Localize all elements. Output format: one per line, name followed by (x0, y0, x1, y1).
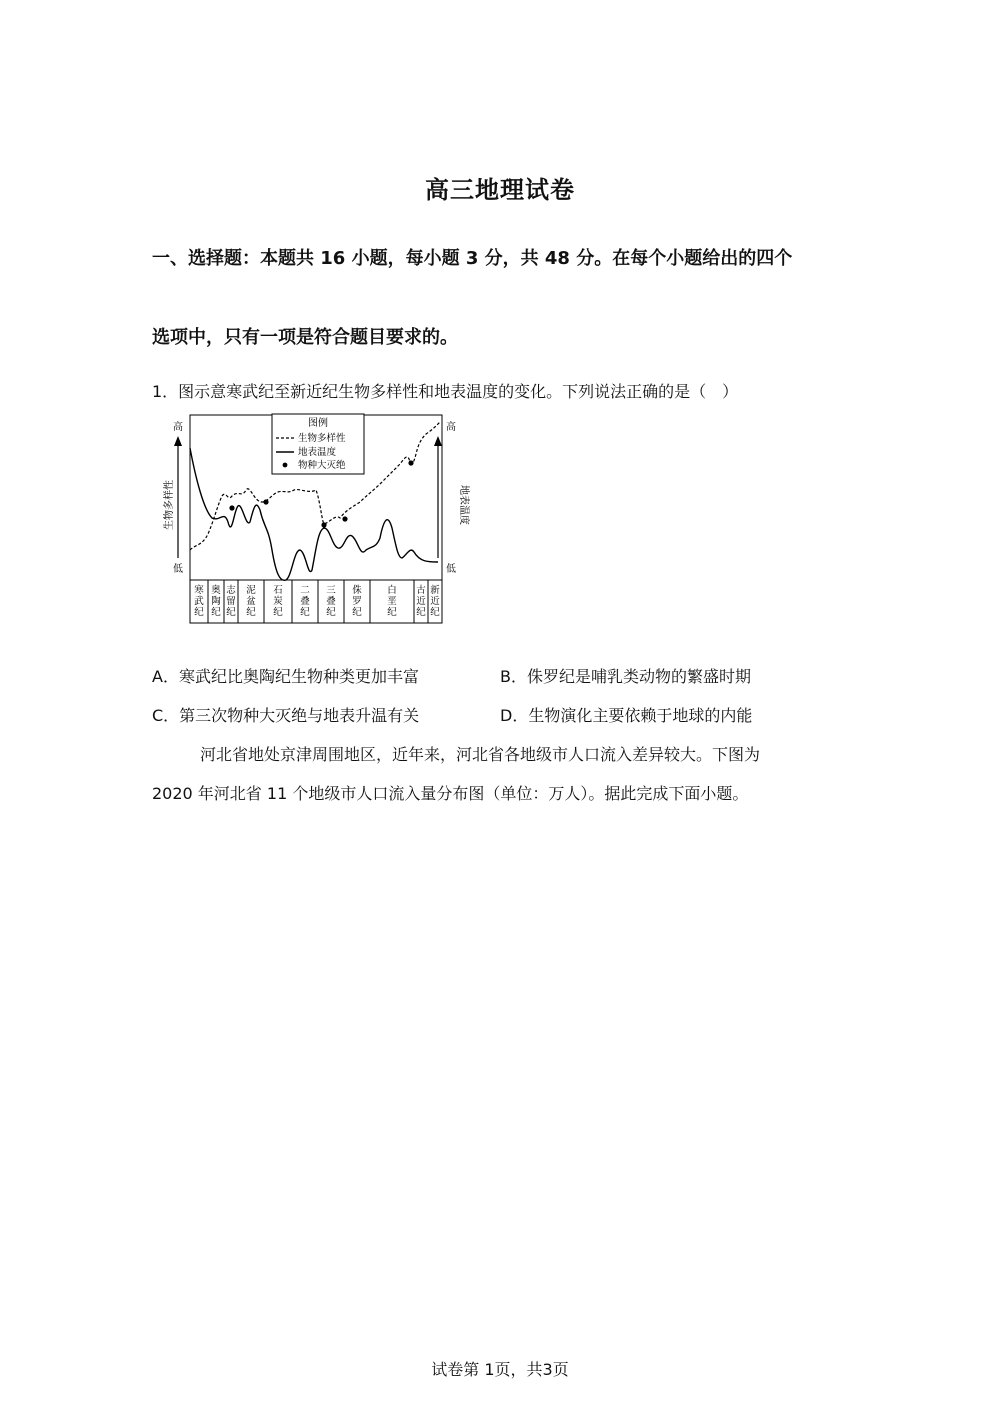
period-label: 侏罗纪 (352, 585, 362, 618)
period-label: 古近纪 (416, 585, 426, 618)
period-label: 三叠纪 (326, 585, 336, 618)
extinction-point (229, 505, 234, 510)
period-label: 志留纪 (226, 585, 236, 618)
period-label: 泥盆纪 (246, 585, 256, 618)
period-label: 石炭纪 (273, 585, 283, 618)
right-axis-title: 地表温度 (458, 485, 469, 525)
left-axis-high-label: 高 (173, 422, 183, 433)
left-axis-low-label: 低 (173, 564, 183, 575)
period-label: 奥陶纪 (211, 585, 221, 618)
option-a: A．寒武纪比奥陶纪生物种类更加丰富 (152, 667, 419, 686)
right-axis-arrow (434, 436, 442, 446)
passage-line1: 河北省地处京津周围地区，近年来，河北省各地级市人口流入差异较大。下图为 (200, 745, 761, 764)
left-axis-title: 生物多样性 (164, 480, 175, 530)
passage-line2: 2020 年河北省 11 个地级市人口流入量分布图（单位：万人）。据此完成下面小题。 (152, 784, 749, 803)
section-heading-line1: 一、选择题：本题共 16 小题，每小题 3 分，共 48 分。在每个小题给出的四个 (152, 248, 793, 269)
extinction-point (321, 522, 326, 527)
biodiversity-temperature-figure (164, 410, 469, 626)
legend-item-extinction: 物种大灭绝 (298, 460, 346, 471)
period-label: 寒武纪 (194, 585, 204, 618)
period-row (194, 580, 440, 623)
legend-title: 图例 (308, 418, 328, 429)
period-label: 二叠纪 (300, 585, 310, 618)
page-footer: 试卷第 1页，共3页 (431, 1360, 569, 1379)
extinction-point (263, 499, 268, 504)
legend-dot-swatch (283, 463, 288, 468)
right-axis-low-label: 低 (446, 564, 456, 575)
extinction-point (342, 516, 347, 521)
right-axis-high-label: 高 (446, 422, 456, 433)
option-c: C．第三次物种大灭绝与地表升温有关 (152, 706, 420, 725)
period-label: 白垩纪 (387, 585, 397, 618)
extinction-point (408, 460, 413, 465)
period-label: 新近纪 (430, 585, 440, 618)
section-heading-line2: 选项中，只有一项是符合题目要求的。 (152, 327, 458, 348)
option-d: D．生物演化主要依赖于地球的内能 (500, 706, 753, 725)
legend-item-biodiversity: 生物多样性 (298, 433, 346, 444)
left-axis-arrow (174, 436, 182, 446)
legend-item-temperature: 地表温度 (298, 447, 337, 458)
question-1-stem: 1．图示意寒武纪至新近纪生物多样性和地表温度的变化。下列说法正确的是（ ） (152, 382, 739, 401)
option-b: B．侏罗纪是哺乳类动物的繁盛时期 (500, 667, 751, 686)
page-title: 高三地理试卷 (425, 176, 575, 204)
